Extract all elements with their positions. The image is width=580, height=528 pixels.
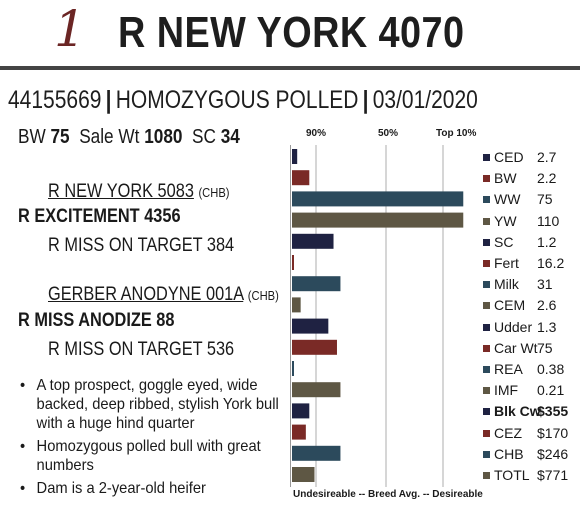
trait-value: 16.2 xyxy=(537,255,565,271)
separator: | xyxy=(105,86,112,114)
bar-cez xyxy=(292,425,306,440)
sc-value: 34 xyxy=(220,126,240,148)
bar-car-wt xyxy=(292,340,337,355)
performance-stats xyxy=(18,124,240,150)
page-title: R NEW YORK 4070 xyxy=(118,8,465,57)
trait-name: Car Wt xyxy=(494,339,538,356)
legend-swatch xyxy=(483,472,490,479)
trait-row-ced xyxy=(483,148,578,166)
legend-swatch xyxy=(483,218,490,225)
id-line xyxy=(8,86,478,114)
note-item: • Dam is a 2-year-old heifer xyxy=(20,479,285,498)
legend-swatch xyxy=(483,345,490,352)
legend-swatch xyxy=(483,175,490,182)
birth-date: 03/01/2020 xyxy=(372,86,478,114)
bar-blk-cw xyxy=(292,403,309,418)
trait-name: BW xyxy=(494,170,517,187)
bw-label: BW xyxy=(18,126,46,148)
legend-swatch xyxy=(483,408,490,415)
trait-name: SC xyxy=(494,233,514,250)
trait-row-totl xyxy=(483,466,578,484)
trait-name: REA xyxy=(494,361,523,377)
bar-sc xyxy=(292,234,334,249)
bar-bw xyxy=(292,170,309,185)
trait-name: YW xyxy=(494,212,517,229)
legend-swatch xyxy=(483,281,490,288)
trait-value: 0.38 xyxy=(537,361,565,377)
trait-name: CEZ xyxy=(494,424,522,441)
separator: | xyxy=(362,86,369,114)
legend-swatch xyxy=(483,196,490,203)
pedigree-sire: R EXCITEMENT 4356 xyxy=(18,206,181,227)
legend-swatch xyxy=(483,430,490,437)
sale-wt-value: 1080 xyxy=(144,126,183,148)
trait-name: Fert xyxy=(494,255,519,271)
trait-value: $246 xyxy=(537,445,569,462)
trait-name: IMF xyxy=(494,382,519,399)
header-divider xyxy=(0,66,580,70)
trait-value: $771 xyxy=(537,467,569,483)
trait-name: CHB xyxy=(494,445,524,462)
bar-totl xyxy=(292,467,314,482)
pedigree-sire-sire: R NEW YORK 5083 (CHB) xyxy=(48,181,230,202)
trait-value: 1.2 xyxy=(537,233,557,250)
trait-value: $355 xyxy=(537,403,569,420)
legend-swatch xyxy=(483,387,490,394)
bar-milk xyxy=(292,276,340,291)
trait-row-chb xyxy=(483,445,578,463)
trait-value: 110 xyxy=(537,212,560,229)
bar-ww xyxy=(292,191,463,206)
lot-number: 1 xyxy=(54,0,86,58)
trait-row-bw xyxy=(483,169,578,187)
percentile-label-90: 90% xyxy=(306,128,327,139)
legend-swatch xyxy=(483,154,490,161)
trait-row-imf xyxy=(483,381,578,399)
polled-status: HOMOZYGOUS POLLED xyxy=(115,86,359,114)
bar-fert xyxy=(292,255,294,270)
pedigree-dam-dam: R MISS ON TARGET 536 xyxy=(48,339,235,360)
bar-ced xyxy=(292,149,297,164)
trait-name: Milk xyxy=(494,276,519,293)
bar-chb xyxy=(292,446,340,461)
bar-imf xyxy=(292,382,340,397)
percentile-label-top10: Top 10% xyxy=(436,128,477,139)
notes-list xyxy=(20,376,280,502)
trait-row-yw xyxy=(483,212,578,230)
trait-row-sc xyxy=(483,233,578,251)
bar-yw xyxy=(292,213,463,228)
pedigree-sire-dam: R MISS ON TARGET 384 xyxy=(48,235,235,256)
bw-value: 75 xyxy=(50,126,70,148)
registration-number: 44155669 xyxy=(8,86,102,114)
trait-row-cem xyxy=(483,296,578,314)
trait-value: 75 xyxy=(537,191,553,208)
trait-row-ww xyxy=(483,190,578,208)
trait-row-rea xyxy=(483,360,578,378)
trait-name: TOTL xyxy=(494,467,530,483)
percentile-label-50: 50% xyxy=(378,128,399,139)
legend-swatch xyxy=(483,260,490,267)
trait-name: Blk Cw xyxy=(494,403,541,420)
trait-value: 2.2 xyxy=(537,170,557,187)
trait-value: 0.21 xyxy=(537,382,565,399)
bar-cem xyxy=(292,297,301,312)
legend-swatch xyxy=(483,451,490,458)
bar-udder xyxy=(292,319,328,334)
trait-value: $170 xyxy=(537,424,569,441)
trait-value: 2.7 xyxy=(537,149,557,165)
legend-swatch xyxy=(483,366,490,373)
bar-rea xyxy=(292,361,294,376)
sale-wt-label: Sale Wt xyxy=(79,126,140,148)
trait-row-blk-cw xyxy=(483,402,578,420)
trait-value: 31 xyxy=(537,276,553,293)
trait-value: 1.3 xyxy=(537,318,557,335)
axis-caption: Undesireable -- Breed Avg. -- Desireable xyxy=(293,489,483,500)
trait-value: 2.6 xyxy=(537,297,557,314)
trait-row-milk xyxy=(483,275,578,293)
sc-label: SC xyxy=(192,126,216,148)
epd-bar-chart xyxy=(290,145,490,487)
legend-swatch xyxy=(483,324,490,331)
trait-row-cez xyxy=(483,424,578,442)
trait-row-fert xyxy=(483,254,578,272)
trait-name: WW xyxy=(494,191,521,208)
trait-name: CED xyxy=(494,149,524,165)
trait-value: 75 xyxy=(537,339,553,356)
trait-name: Udder xyxy=(494,318,533,335)
legend-swatch xyxy=(483,302,490,309)
trait-row-car-wt xyxy=(483,339,578,357)
pedigree-dam-sire: GERBER ANODYNE 001A (CHB) xyxy=(48,284,279,305)
legend-swatch xyxy=(483,239,490,246)
pedigree-dam: R MISS ANODIZE 88 xyxy=(18,310,175,331)
note-item: • A top prospect, goggle eyed, wide backed, deep ribbed, stylish York bull with a huge hind quarter xyxy=(20,376,285,433)
note-item: • Homozygous polled bull with great numbers xyxy=(20,437,285,475)
trait-name: CEM xyxy=(494,297,526,314)
trait-row-udder xyxy=(483,318,578,336)
